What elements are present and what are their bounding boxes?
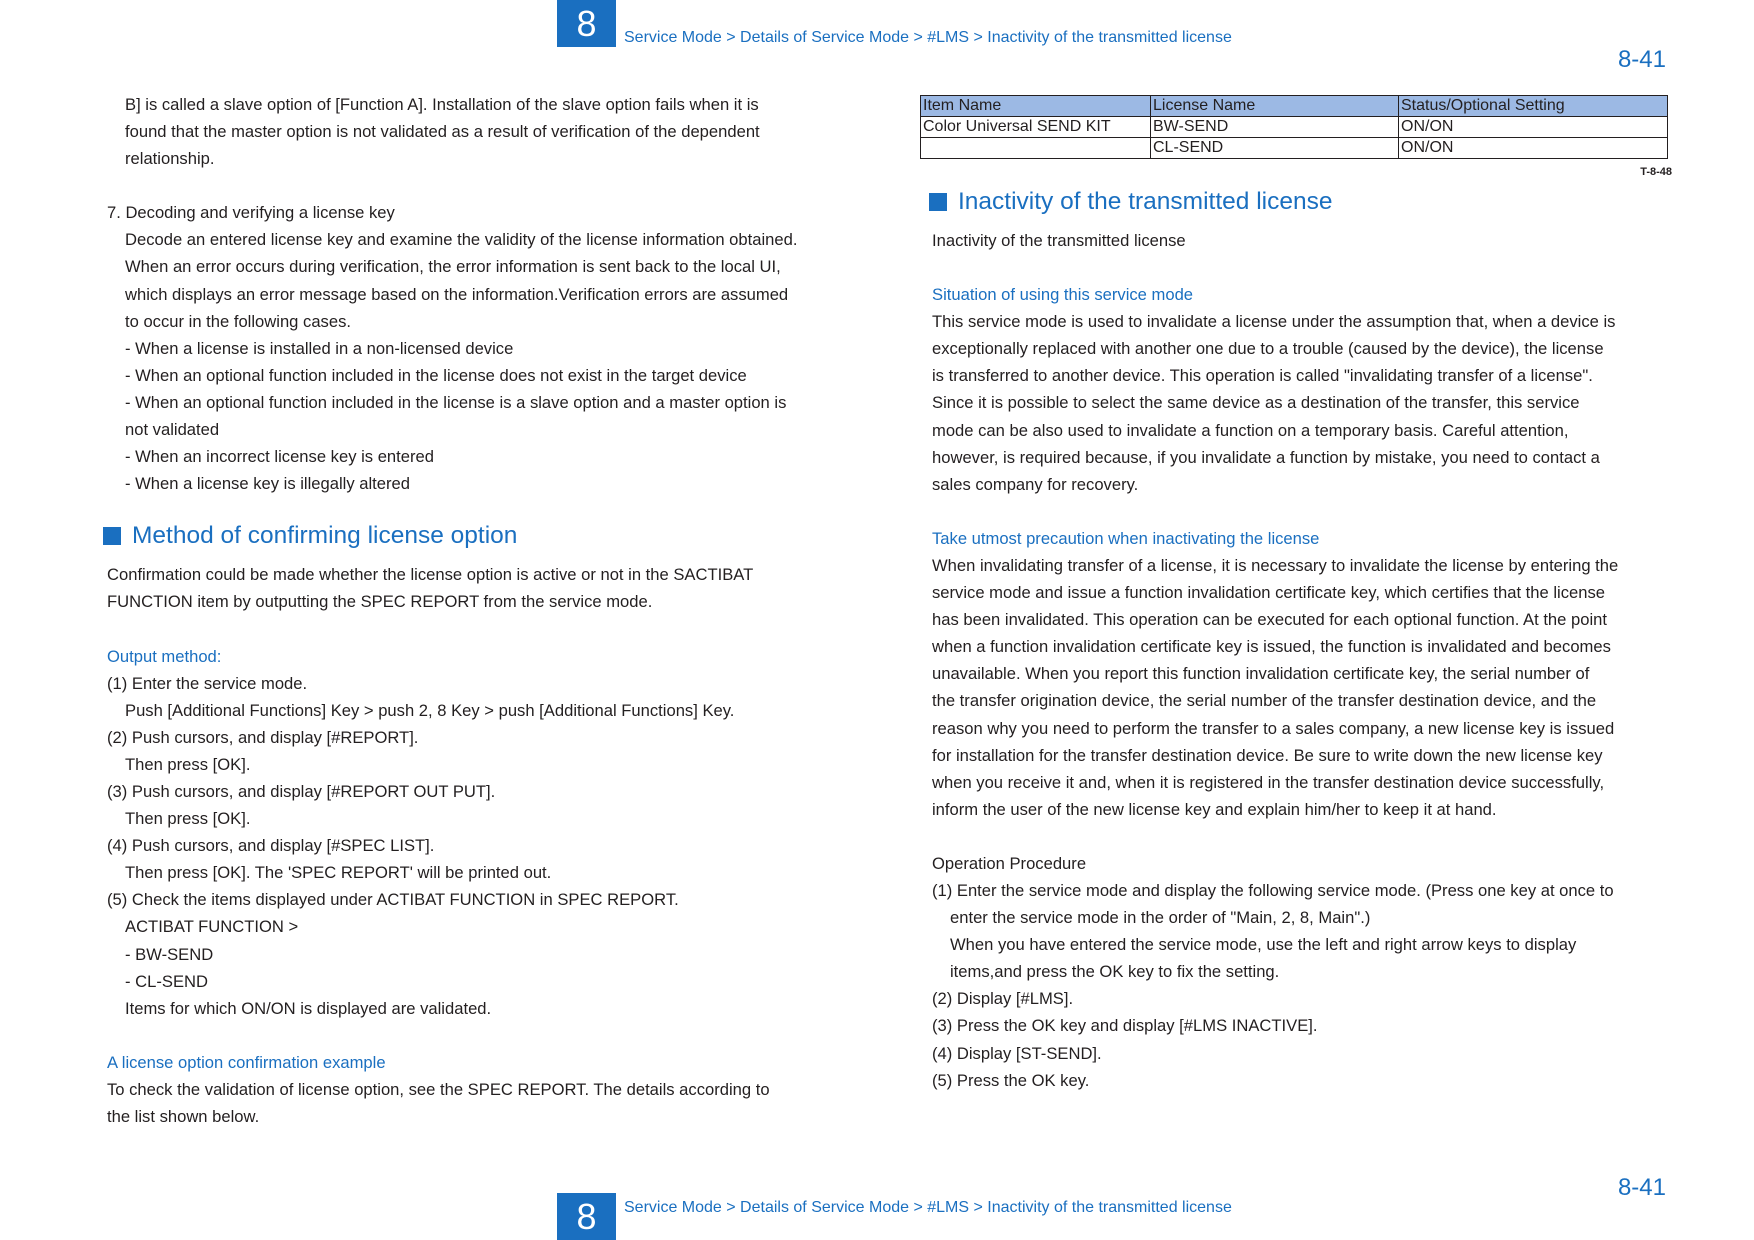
text-line: Since it is possible to select the same device as a destination of the transfer, this service bbox=[932, 393, 1580, 413]
list-item: - When a license key is illegally altered bbox=[125, 474, 410, 494]
step-line: (5) Check the items displayed under ACTIBAT FUNCTION in SPEC REPORT. bbox=[107, 890, 679, 910]
step-line: (4) Display [ST-SEND]. bbox=[932, 1043, 1102, 1063]
square-bullet-icon bbox=[929, 193, 947, 211]
square-bullet-icon bbox=[103, 527, 121, 545]
table-row bbox=[921, 117, 1668, 138]
step-line: (2) Push cursors, and display [#REPORT]. bbox=[107, 727, 419, 747]
text-line: To check the validation of license option, see the SPEC REPORT. The details according to bbox=[107, 1079, 770, 1099]
text-line: to occur in the following cases. bbox=[125, 311, 351, 331]
text-line: reason why you need to perform the transfer to a sales company, a new license key is issued bbox=[932, 718, 1615, 738]
chapter-number-badge: 8 bbox=[557, 0, 616, 47]
text-line: Confirmation could be made whether the license option is active or not in the SACTIBAT bbox=[107, 565, 754, 585]
text-line: service mode and issue a function invalidation certificate key, which certifies that the license bbox=[932, 583, 1606, 603]
text-line: when you receive it and, when it is registered in the transfer destination device successfully, bbox=[932, 772, 1605, 792]
table-cell: ON/ON bbox=[1399, 117, 1668, 138]
section-heading-text: Inactivity of the transmitted license bbox=[958, 188, 1333, 215]
procedure-title: Operation Procedure bbox=[932, 853, 1087, 873]
list-item: - When an optional function included in the license is a slave option and a master option is bbox=[125, 392, 787, 412]
step-line: ACTIBAT FUNCTION > bbox=[125, 917, 299, 937]
text-line: sales company for recovery. bbox=[932, 474, 1139, 494]
step-line: (3) Press the OK key and display [#LMS INACTIVE]. bbox=[932, 1016, 1318, 1036]
text-line: unavailable. When you report this function invalidation certificate key, the serial number of bbox=[932, 664, 1590, 684]
text-line: inform the user of the new license key and explain him/her to keep it at hand. bbox=[932, 799, 1497, 819]
list-item: - When a license is installed in a non-licensed device bbox=[125, 338, 514, 358]
text-line: exceptionally replaced with another one due to a trouble (caused by the device), the license bbox=[932, 339, 1604, 359]
left-column bbox=[107, 91, 867, 1130]
subheading: Take utmost precaution when inactivating the license bbox=[932, 528, 1320, 548]
text-line: mode can be also used to invalidate a function on a temporary basis. Careful attention, bbox=[932, 420, 1569, 440]
table-cell bbox=[921, 138, 1151, 159]
subheading: Output method: bbox=[107, 646, 222, 666]
text-line: This service mode is used to invalidate a license under the assumption that, when a device is bbox=[932, 312, 1616, 332]
text-line: Inactivity of the transmitted license bbox=[932, 231, 1186, 250]
footer-breadcrumb[interactable]: Service Mode > Details of Service Mode > #LMS > Inactivity of the transmitted license bbox=[624, 1199, 1232, 1216]
step-line: items,and press the OK key to fix the setting. bbox=[950, 962, 1280, 982]
step-line: (1) Enter the service mode. bbox=[107, 673, 308, 693]
page-number: 8-41 bbox=[1617, 46, 1666, 73]
step-line: (3) Push cursors, and display [#REPORT OUT PUT]. bbox=[107, 781, 496, 801]
text-line: B] is called a slave option of [Function A]. Installation of the slave option fails when it is bbox=[125, 95, 759, 114]
table-cell: CL-SEND bbox=[1151, 138, 1399, 159]
step-line: - CL-SEND bbox=[125, 971, 208, 991]
step-line: enter the service mode in the order of "Main, 2, 8, Main".) bbox=[950, 908, 1371, 928]
text-line: relationship. bbox=[125, 149, 215, 169]
step-line: - BW-SEND bbox=[125, 944, 214, 964]
step-line: Then press [OK]. bbox=[125, 754, 251, 774]
license-table bbox=[920, 95, 1668, 159]
step-line: When you have entered the service mode, use the left and right arrow keys to display bbox=[950, 935, 1577, 955]
text-line: is transferred to another device. This operation is called "invalidating transfer of a license". bbox=[932, 366, 1593, 386]
subheading: A license option confirmation example bbox=[107, 1052, 386, 1072]
table-caption: T-8-48 bbox=[1640, 166, 1672, 178]
column-header: Item Name bbox=[921, 96, 1151, 117]
subheading: Situation of using this service mode bbox=[932, 285, 1194, 305]
step7-paragraph bbox=[107, 226, 867, 497]
step-line: Then press [OK]. The 'SPEC REPORT' will be printed out. bbox=[125, 863, 552, 883]
step-line: Then press [OK]. bbox=[125, 809, 251, 829]
step-title: 7. Decoding and verifying a license key bbox=[107, 203, 395, 223]
text-line: FUNCTION item by outputting the SPEC REPORT from the service mode. bbox=[107, 592, 653, 612]
step-line: (1) Enter the service mode and display the following service mode. (Press one key at once to bbox=[932, 880, 1614, 900]
footer-page-number: 8-41 bbox=[1617, 1174, 1666, 1201]
text-line: found that the master option is not validated as a result of verification of the dependent bbox=[125, 122, 760, 142]
section-heading bbox=[103, 521, 867, 551]
column-header: Status/Optional Setting bbox=[1399, 96, 1668, 117]
table-cell: BW-SEND bbox=[1151, 117, 1399, 138]
footer-chapter-number-badge: 8 bbox=[557, 1193, 616, 1240]
table-header-row bbox=[921, 96, 1668, 117]
text-line: the list shown below. bbox=[107, 1107, 260, 1126]
text-line: for installation for the transfer destination device. Be sure to write down the new license key bbox=[932, 745, 1603, 765]
step-line: (2) Display [#LMS]. bbox=[932, 989, 1074, 1009]
text-line: however, is required because, if you invalidate a function by mistake, you need to contact a bbox=[932, 447, 1600, 467]
step-line: Push [Additional Functions] Key > push 2, 8 Key > push [Additional Functions] Key. bbox=[125, 700, 735, 720]
text-line: which displays an error message based on the information.Verification errors are assumed bbox=[125, 284, 789, 304]
text-line: when a function invalidation certificate key is issued, the function is invalidated and becomes bbox=[932, 637, 1611, 657]
step-line: (5) Press the OK key. bbox=[932, 1070, 1090, 1090]
table-row bbox=[921, 138, 1668, 159]
section-heading-text: Method of confirming license option bbox=[132, 522, 518, 550]
list-item: - When an optional function included in the license does not exist in the target device bbox=[125, 365, 747, 385]
right-column bbox=[920, 95, 1672, 1094]
table-cell: Color Universal SEND KIT bbox=[921, 117, 1151, 138]
text-line: When an error occurs during verification, the error information is sent back to the local UI, bbox=[125, 257, 781, 277]
output-steps bbox=[107, 670, 867, 1022]
text-line: Decode an entered license key and examine the validity of the license information obtained. bbox=[125, 230, 798, 250]
table-cell: ON/ON bbox=[1399, 138, 1668, 159]
breadcrumb[interactable]: Service Mode > Details of Service Mode > #LMS > Inactivity of the transmitted license bbox=[624, 29, 1232, 46]
intro-paragraph bbox=[107, 91, 867, 172]
list-item: - When an incorrect license key is entered bbox=[125, 447, 434, 467]
step-line: (4) Push cursors, and display [#SPEC LIST]. bbox=[107, 836, 435, 856]
column-header: License Name bbox=[1151, 96, 1399, 117]
text-line: has been invalidated. This operation can be executed for each optional function. At the point bbox=[932, 610, 1607, 630]
text-line: the transfer origination device, the serial number of the transfer destination device, and the bbox=[932, 691, 1597, 711]
step-line: Items for which ON/ON is displayed are validated. bbox=[125, 998, 492, 1018]
section-heading bbox=[929, 187, 1672, 217]
list-item: not validated bbox=[125, 420, 220, 440]
text-line: When invalidating transfer of a license, it is necessary to invalidate the license by entering the bbox=[932, 555, 1619, 575]
